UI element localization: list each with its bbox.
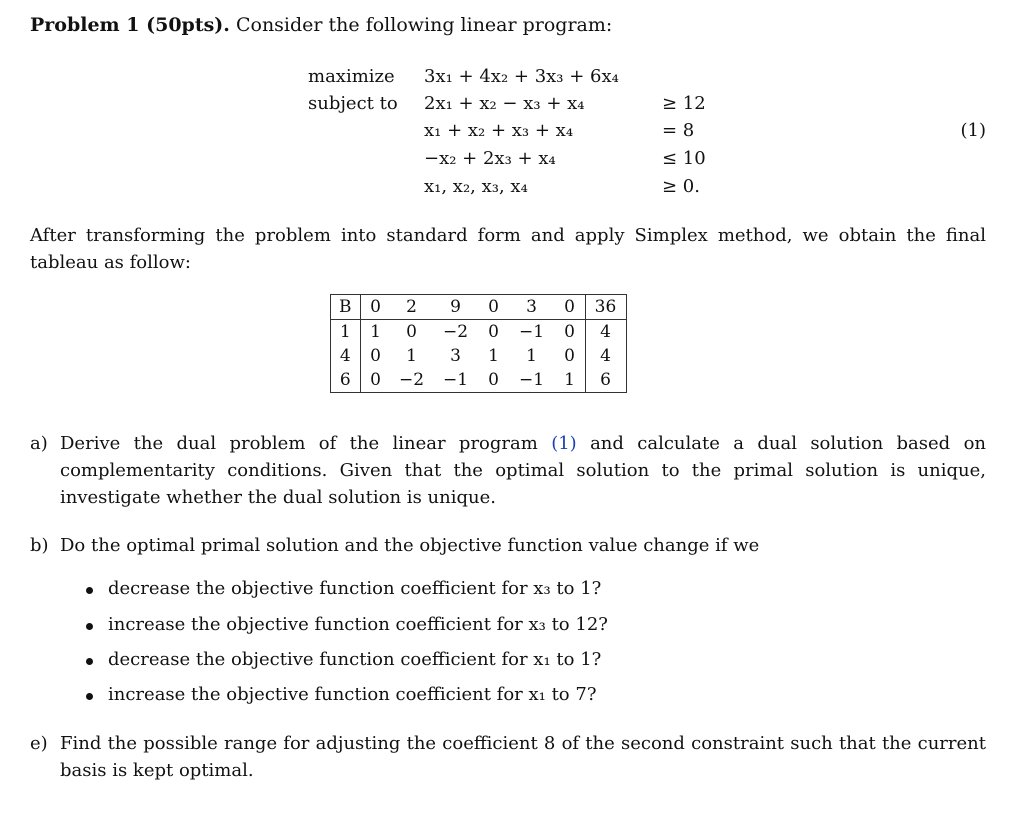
tableau-row-objective: [331, 295, 627, 320]
constraint-3-rhs: ≤ 10: [662, 148, 706, 169]
tableau-cell: 2: [391, 295, 433, 320]
tableau-cell: 0: [370, 346, 381, 366]
constraint-3-lhs: −x₂ + 2x₃ + x₄: [424, 148, 556, 169]
bullet-text: increase the objective function coefficient for x₃ to 12?: [108, 614, 608, 635]
tableau-cell: 1: [331, 320, 361, 345]
tableau-cell: 0: [406, 322, 417, 342]
question-a-label: a): [30, 433, 48, 454]
question-b-label: b): [30, 535, 49, 556]
question-a-text-part2: and calculate a dual solution based on complementarity conditions. Given that the optimal solution to the primal solution is unique, investigate whether the dual solution is unique.: [60, 433, 986, 508]
tableau-cell: −1: [518, 322, 545, 342]
question-a-text: [60, 430, 986, 511]
tableau-cell: B: [331, 295, 361, 320]
tableau-cell: −1: [442, 370, 469, 390]
tableau-cell: 0: [360, 295, 391, 320]
tableau-cell: −2: [442, 322, 469, 342]
constraint-2-lhs: x₁ + x₂ + x₃ + x₄: [424, 120, 574, 141]
tableau-cell: −2: [398, 370, 425, 390]
tableau-intro-paragraph: After transforming the problem into standard form and apply Simplex method, we obtain the final tableau as follow:: [30, 225, 986, 273]
simplex-tableau: [330, 294, 627, 393]
tableau-cell: 0: [555, 295, 586, 320]
problem-intro: Consider the following linear program:: [235, 14, 613, 36]
tableau-cell: 4: [331, 344, 361, 368]
bullet-text: decrease the objective function coefficient for x₃ to 1?: [108, 578, 602, 599]
tableau-cell: −1: [518, 370, 545, 390]
tableau-cell: 3: [450, 346, 461, 366]
question-a-text-part1: Derive the dual problem of the linear program: [60, 433, 552, 454]
tableau-cell: 1: [564, 370, 575, 390]
tableau-cell: 1: [406, 346, 417, 366]
tableau-cell: 4: [585, 320, 626, 345]
equation-number: (1): [960, 120, 986, 141]
tableau-cell: 0: [564, 322, 575, 342]
question-e-text: Find the possible range for adjusting the coefficient 8 of the second constraint such that the current basis is kept optimal.: [60, 733, 986, 781]
tableau-row: [331, 368, 627, 393]
constraint-2-rhs: = 8: [662, 120, 695, 141]
tableau-row: [331, 320, 627, 345]
bullet-text: decrease the objective function coefficient for x₁ to 1?: [108, 649, 602, 670]
tableau-cell: 1: [526, 346, 537, 366]
constraint-1-lhs: 2x₁ + x₂ − x₃ + x₄: [424, 93, 585, 114]
problem-title: Problem 1 (50pts).: [30, 14, 230, 36]
bullet-text: increase the objective function coefficient for x₁ to 7?: [108, 684, 597, 705]
question-b: [30, 532, 986, 559]
tableau-cell: 3: [509, 295, 555, 320]
equation-reference-link[interactable]: (1): [551, 433, 577, 454]
bullet-dot-icon: [86, 623, 93, 630]
bullet-dot-icon: [86, 693, 93, 700]
bullet-dot-icon: [86, 658, 93, 665]
tableau-cell: 6: [585, 368, 626, 393]
bullet-dot-icon: [86, 587, 93, 594]
tableau-cell: 1: [370, 322, 381, 342]
tableau-cell: 36: [585, 295, 626, 320]
nonnegativity-rhs: ≥ 0.: [662, 176, 700, 197]
maximize-label: maximize: [308, 66, 395, 87]
question-b-text: Do the optimal primal solution and the objective function value change if we: [60, 535, 760, 556]
tableau-row: [331, 344, 627, 368]
tableau-cell: 0: [488, 370, 499, 390]
tableau-cell: 1: [488, 346, 499, 366]
nonnegativity-lhs: x₁, x₂, x₃, x₄: [424, 176, 528, 197]
problem-heading: [30, 14, 612, 36]
tableau-cell: 9: [433, 295, 479, 320]
tableau-cell: 4: [585, 344, 626, 368]
question-a: [30, 430, 986, 514]
tableau-cell: 6: [331, 368, 361, 393]
question-e-label: e): [30, 733, 48, 754]
subject-to-label: subject to: [308, 93, 398, 114]
constraint-1-rhs: ≥ 12: [662, 93, 706, 114]
question-e: [30, 730, 986, 786]
tableau-cell: 0: [479, 295, 509, 320]
objective-function: 3x₁ + 4x₂ + 3x₃ + 6x₄: [424, 66, 619, 87]
tableau-cell: 0: [370, 370, 381, 390]
tableau-cell: 0: [488, 322, 499, 342]
tableau-cell: 0: [564, 346, 575, 366]
